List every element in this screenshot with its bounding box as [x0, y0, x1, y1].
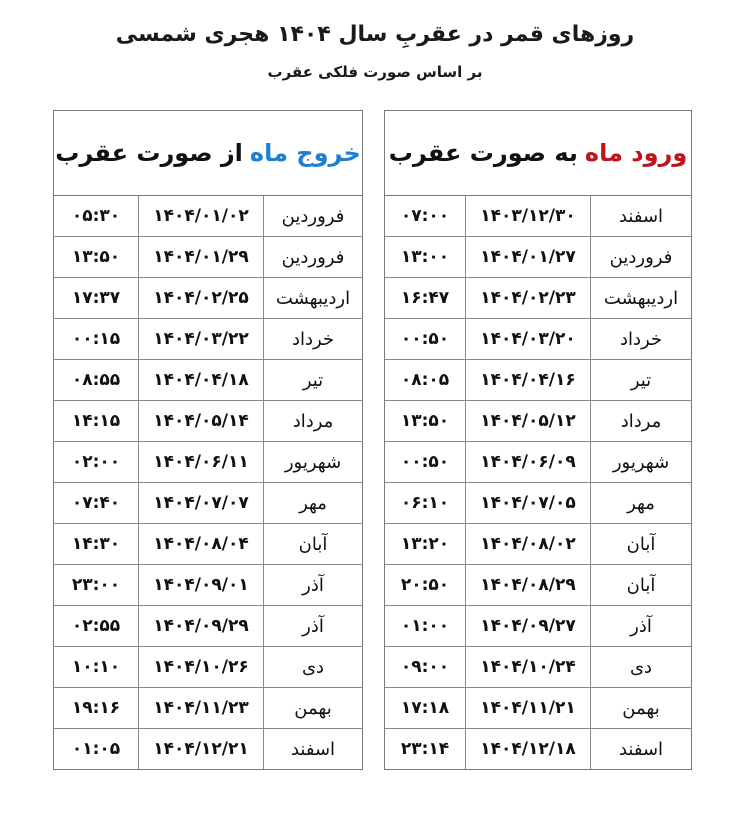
- table-row: [385, 360, 691, 401]
- table-row: [54, 442, 362, 483]
- table-row: [54, 729, 362, 769]
- time-cell: ۰۰:۵۰: [385, 319, 466, 359]
- time-cell: ۲۰:۵۰: [385, 565, 466, 605]
- date-cell: ۱۴۰۴/۱۲/۲۱: [139, 729, 264, 769]
- exit-table-heading: [54, 111, 362, 196]
- date-cell: ۱۴۰۴/۰۷/۰۵: [466, 483, 591, 523]
- table-row: [385, 196, 691, 237]
- date-cell: ۱۴۰۴/۰۴/۱۸: [139, 360, 264, 400]
- date-cell: ۱۴۰۴/۰۱/۲۷: [466, 237, 591, 277]
- time-cell: ۰۸:۰۵: [385, 360, 466, 400]
- exit-heading-rest: از صورت عقرب: [55, 139, 243, 167]
- month-cell: شهریور: [612, 451, 670, 473]
- month-cell: مهر: [299, 492, 327, 514]
- time-cell: ۱۳:۲۰: [385, 524, 466, 564]
- table-row: [385, 442, 691, 483]
- time-cell: ۲۳:۰۰: [54, 565, 139, 605]
- date-cell: ۱۴۰۳/۱۲/۳۰: [466, 196, 591, 236]
- date-cell: ۱۴۰۴/۰۸/۲۹: [466, 565, 591, 605]
- date-cell: ۱۴۰۴/۱۲/۱۸: [466, 729, 591, 769]
- entry-heading-accent: ورود ماه: [584, 139, 688, 167]
- time-cell: ۱۴:۳۰: [54, 524, 139, 564]
- table-row: [54, 606, 362, 647]
- table-row: [54, 237, 362, 278]
- month-cell: آبان: [626, 533, 656, 555]
- month-cell: شهریور: [284, 451, 342, 473]
- date-cell: ۱۴۰۴/۱۰/۲۴: [466, 647, 591, 687]
- table-row: [385, 278, 691, 319]
- month-cell: فروردین: [609, 246, 673, 268]
- time-cell: ۰۸:۵۵: [54, 360, 139, 400]
- table-row: [54, 647, 362, 688]
- time-cell: ۱۰:۱۰: [54, 647, 139, 687]
- table-row: [385, 319, 691, 360]
- table-row: [54, 278, 362, 319]
- date-cell: ۱۴۰۴/۰۹/۲۷: [466, 606, 591, 646]
- date-cell: ۱۴۰۴/۰۵/۱۲: [466, 401, 591, 441]
- time-cell: ۰۲:۰۰: [54, 442, 139, 482]
- date-cell: ۱۴۰۴/۱۱/۲۱: [466, 688, 591, 728]
- date-cell: ۱۴۰۴/۰۶/۱۱: [139, 442, 264, 482]
- page-subtitle: بر اساس صورت فلکی عقرب: [267, 63, 483, 81]
- month-cell: اردیبهشت: [603, 287, 679, 309]
- date-cell: ۱۴۰۴/۰۱/۰۲: [139, 196, 264, 236]
- entry-heading-rest: به صورت عقرب: [388, 139, 578, 167]
- month-cell: بهمن: [294, 697, 332, 719]
- page-title: روزهای قمر در عقربِ سال ۱۴۰۴ هجری شمسی: [115, 22, 635, 47]
- time-cell: ۰۰:۵۰: [385, 442, 466, 482]
- date-cell: ۱۴۰۴/۰۲/۲۵: [139, 278, 264, 318]
- month-cell: خرداد: [619, 328, 663, 350]
- time-cell: ۰۲:۵۵: [54, 606, 139, 646]
- month-cell: اسفند: [618, 738, 664, 760]
- month-cell: مهر: [627, 492, 655, 514]
- table-row: [54, 401, 362, 442]
- date-cell: ۱۴۰۴/۰۳/۲۰: [466, 319, 591, 359]
- time-cell: ۱۴:۱۵: [54, 401, 139, 441]
- date-cell: ۱۴۰۴/۰۵/۱۴: [139, 401, 264, 441]
- month-cell: آذر: [302, 574, 324, 596]
- time-cell: ۱۳:۰۰: [385, 237, 466, 277]
- table-row: [385, 483, 691, 524]
- month-cell: دی: [629, 656, 653, 678]
- table-row: [54, 688, 362, 729]
- time-cell: ۰۱:۰۰: [385, 606, 466, 646]
- month-cell: تیر: [302, 369, 324, 391]
- time-cell: ۰۹:۰۰: [385, 647, 466, 687]
- month-cell: فروردین: [281, 205, 345, 227]
- month-cell: مرداد: [292, 410, 334, 432]
- table-row: [385, 401, 691, 442]
- month-cell: اسفند: [618, 205, 664, 227]
- month-cell: مرداد: [620, 410, 662, 432]
- time-cell: ۱۶:۴۷: [385, 278, 466, 318]
- table-row: [54, 360, 362, 401]
- time-cell: ۰۰:۱۵: [54, 319, 139, 359]
- date-cell: ۱۴۰۴/۱۰/۲۶: [139, 647, 264, 687]
- exit-heading-accent: خروج ماه: [249, 139, 361, 167]
- month-cell: تیر: [630, 369, 652, 391]
- month-cell: اسفند: [290, 738, 336, 760]
- table-row: [385, 729, 691, 769]
- date-cell: ۱۴۰۴/۰۱/۲۹: [139, 237, 264, 277]
- date-cell: ۱۴۰۴/۰۴/۱۶: [466, 360, 591, 400]
- table-row: [54, 319, 362, 360]
- table-row: [385, 524, 691, 565]
- entry-table-heading: [385, 111, 691, 196]
- time-cell: ۱۷:۱۸: [385, 688, 466, 728]
- time-cell: ۲۳:۱۴: [385, 729, 466, 769]
- exit-table-body: [54, 196, 362, 769]
- month-cell: آذر: [302, 615, 324, 637]
- time-cell: ۰۶:۱۰: [385, 483, 466, 523]
- table-row: [54, 565, 362, 606]
- date-cell: ۱۴۰۴/۱۱/۲۳: [139, 688, 264, 728]
- date-cell: ۱۴۰۴/۰۹/۰۱: [139, 565, 264, 605]
- date-cell: ۱۴۰۴/۰۳/۲۲: [139, 319, 264, 359]
- month-cell: فروردین: [281, 246, 345, 268]
- time-cell: ۱۳:۵۰: [385, 401, 466, 441]
- table-row: [385, 688, 691, 729]
- time-cell: ۱۳:۵۰: [54, 237, 139, 277]
- month-cell: اردیبهشت: [275, 287, 351, 309]
- time-cell: ۱۹:۱۶: [54, 688, 139, 728]
- date-cell: ۱۴۰۴/۰۶/۰۹: [466, 442, 591, 482]
- table-row: [54, 483, 362, 524]
- table-row: [54, 524, 362, 565]
- date-cell: ۱۴۰۴/۰۷/۰۷: [139, 483, 264, 523]
- exit-table: [53, 110, 363, 770]
- date-cell: ۱۴۰۴/۰۸/۰۴: [139, 524, 264, 564]
- time-cell: ۰۷:۴۰: [54, 483, 139, 523]
- table-row: [385, 237, 691, 278]
- table-row: [385, 565, 691, 606]
- month-cell: آذر: [630, 615, 652, 637]
- time-cell: ۱۷:۳۷: [54, 278, 139, 318]
- month-cell: خرداد: [291, 328, 335, 350]
- date-cell: ۱۴۰۴/۰۲/۲۳: [466, 278, 591, 318]
- time-cell: ۰۷:۰۰: [385, 196, 466, 236]
- month-cell: آبان: [298, 533, 328, 555]
- time-cell: ۰۵:۳۰: [54, 196, 139, 236]
- date-cell: ۱۴۰۴/۰۹/۲۹: [139, 606, 264, 646]
- month-cell: آبان: [626, 574, 656, 596]
- month-cell: بهمن: [622, 697, 660, 719]
- time-cell: ۰۱:۰۵: [54, 729, 139, 769]
- entry-table-body: [385, 196, 691, 769]
- table-row: [54, 196, 362, 237]
- date-cell: ۱۴۰۴/۰۸/۰۲: [466, 524, 591, 564]
- table-row: [385, 647, 691, 688]
- entry-table: [384, 110, 692, 770]
- table-row: [385, 606, 691, 647]
- month-cell: دی: [301, 656, 325, 678]
